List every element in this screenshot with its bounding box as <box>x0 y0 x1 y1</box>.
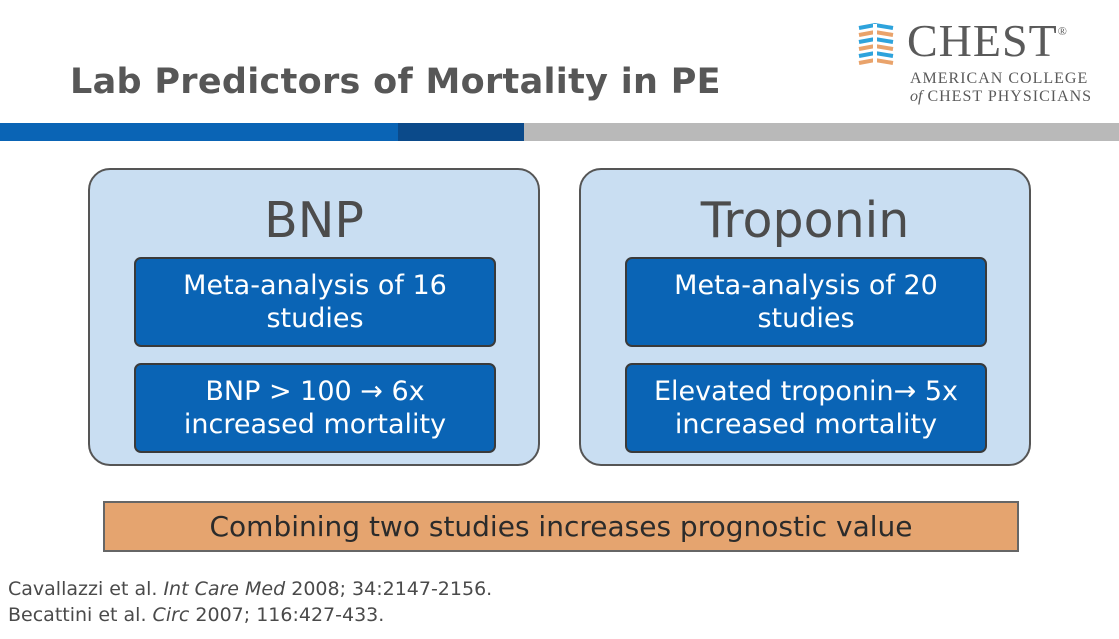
troponin-meta-analysis-text: Meta-analysis of 20 studies <box>674 270 938 334</box>
logo-line-2: of CHEST PHYSICIANS <box>910 88 1093 105</box>
header-rule-navy <box>398 123 524 141</box>
troponin-panel-title: Troponin <box>700 192 910 249</box>
header-rule-gray <box>524 123 1119 141</box>
reference-1: Cavallazzi et al. Int Care Med 2008; 34:2147-2156. <box>8 578 493 600</box>
slide-title: Lab Predictors of Mortality in PE <box>70 62 721 102</box>
registered-mark: ® <box>1057 24 1068 38</box>
conclusion-text: Combining two studies increases prognostic value <box>209 510 913 543</box>
chest-logo <box>855 15 1100 110</box>
bnp-meta-analysis-text: Meta-analysis of 16 studies <box>183 270 447 334</box>
troponin-mortality-text: Elevated troponin→ 5x increased mortality <box>654 376 958 440</box>
logo-wordmark: CHEST® <box>907 15 1068 66</box>
troponin-meta-analysis-box <box>625 257 987 347</box>
bnp-panel <box>88 168 540 466</box>
conclusion-banner <box>103 501 1019 552</box>
troponin-panel <box>579 168 1031 466</box>
bnp-panel-title: BNP <box>264 192 364 249</box>
bnp-meta-analysis-box <box>134 257 496 347</box>
logo-line-1: AMERICAN COLLEGE <box>910 70 1089 87</box>
chest-logo-mark-icon <box>855 22 901 66</box>
bnp-mortality-text: BNP > 100 → 6x increased mortality <box>183 376 447 440</box>
header-rule-blue <box>0 123 398 141</box>
reference-2: Becattini et al. Circ 2007; 116:427-433. <box>8 604 385 626</box>
troponin-mortality-box <box>625 363 987 453</box>
bnp-mortality-box <box>134 363 496 453</box>
